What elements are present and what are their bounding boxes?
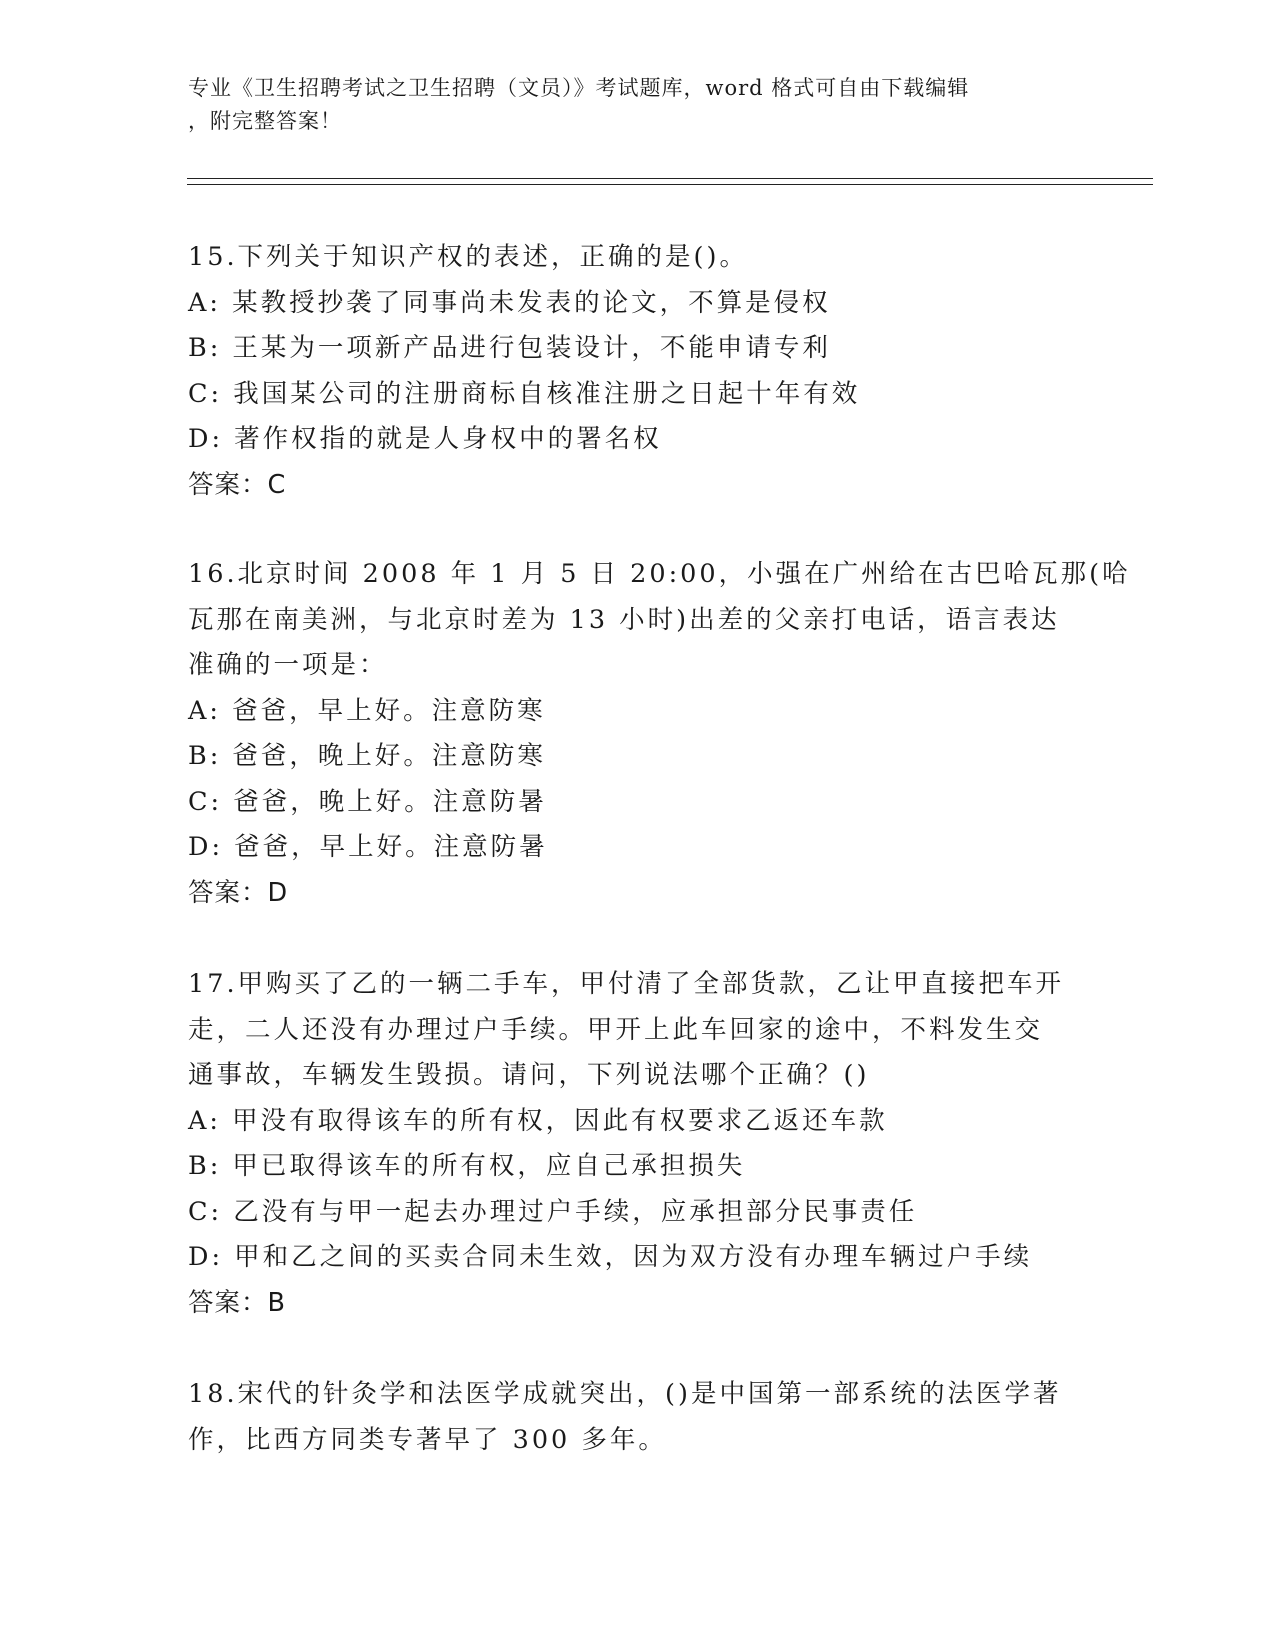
question-stem-line: 通事故，车辆发生毁损。请问，下列说法哪个正确？() bbox=[188, 1060, 870, 1090]
option-c: C: 乙没有与甲一起去办理过户手续，应承担部分民事责任 bbox=[188, 1196, 918, 1227]
option-c: C: 爸爸，晚上好。注意防暑 bbox=[188, 786, 547, 817]
question-stem-line: 瓦那在南美洲，与北京时差为 13 小时)出差的父亲打电话，语言表达 bbox=[188, 604, 1060, 635]
question-stem-line: 准确的一项是： bbox=[188, 650, 388, 680]
option-a: A: 爸爸，早上好。注意防寒 bbox=[188, 695, 546, 726]
header-divider-top bbox=[187, 178, 1153, 179]
answer-label: 答案：C bbox=[188, 469, 287, 500]
answer-label: 答案：B bbox=[188, 1287, 286, 1318]
question-stem-line: 18.宋代的针灸学和法医学成就突出，()是中国第一部系统的法医学著 bbox=[188, 1379, 1062, 1409]
question-16 bbox=[188, 552, 1131, 916]
option-c: C: 我国某公司的注册商标自核准注册之日起十年有效 bbox=[188, 378, 861, 409]
question-15 bbox=[188, 235, 1088, 508]
option-a: A: 某教授抄袭了同事尚未发表的论文，不算是侵权 bbox=[188, 287, 831, 318]
option-b: B: 爸爸，晚上好。注意防寒 bbox=[188, 741, 546, 771]
question-stem-line: 17.甲购买了乙的一辆二手车，甲付清了全部货款，乙让甲直接把车开 bbox=[188, 969, 1065, 999]
answer-label: 答案：D bbox=[188, 877, 289, 908]
header-line-2: ，附完整答案！ bbox=[188, 109, 342, 133]
question-stem-line: 走，二人还没有办理过户手续。甲开上此车回家的途中，不料发生交 bbox=[188, 1014, 1044, 1045]
header-divider-bottom bbox=[187, 184, 1153, 185]
question-stem-line: 16.北京时间 2008 年 1 月 5 日 20:00，小强在广州给在古巴哈瓦那(哈 bbox=[188, 559, 1131, 589]
option-a: A: 甲没有取得该车的所有权，因此有权要求乙返还车款 bbox=[188, 1105, 888, 1136]
question-18 bbox=[188, 1372, 1088, 1463]
document-header bbox=[188, 72, 1068, 138]
question-17 bbox=[188, 962, 1088, 1326]
question-stem-line: 作，比西方同类专著早了 300 多年。 bbox=[188, 1424, 667, 1455]
option-d: D: 著作权指的就是人身权中的署名权 bbox=[188, 424, 662, 454]
option-d: D: 甲和乙之间的买卖合同未生效，因为双方没有办理车辆过户手续 bbox=[188, 1242, 1033, 1272]
question-stem-line: 15.下列关于知识产权的表述，正确的是()。 bbox=[188, 242, 748, 272]
header-line-1: 专业《卫生招聘考试之卫生招聘（文员）》考试题库，word 格式可自由下载编辑 bbox=[188, 76, 970, 100]
option-b: B: 甲已取得该车的所有权，应自己承担损失 bbox=[188, 1151, 746, 1181]
option-d: D: 爸爸，早上好。注意防暑 bbox=[188, 832, 548, 862]
option-b: B: 王某为一项新产品进行包装设计，不能申请专利 bbox=[188, 333, 831, 363]
